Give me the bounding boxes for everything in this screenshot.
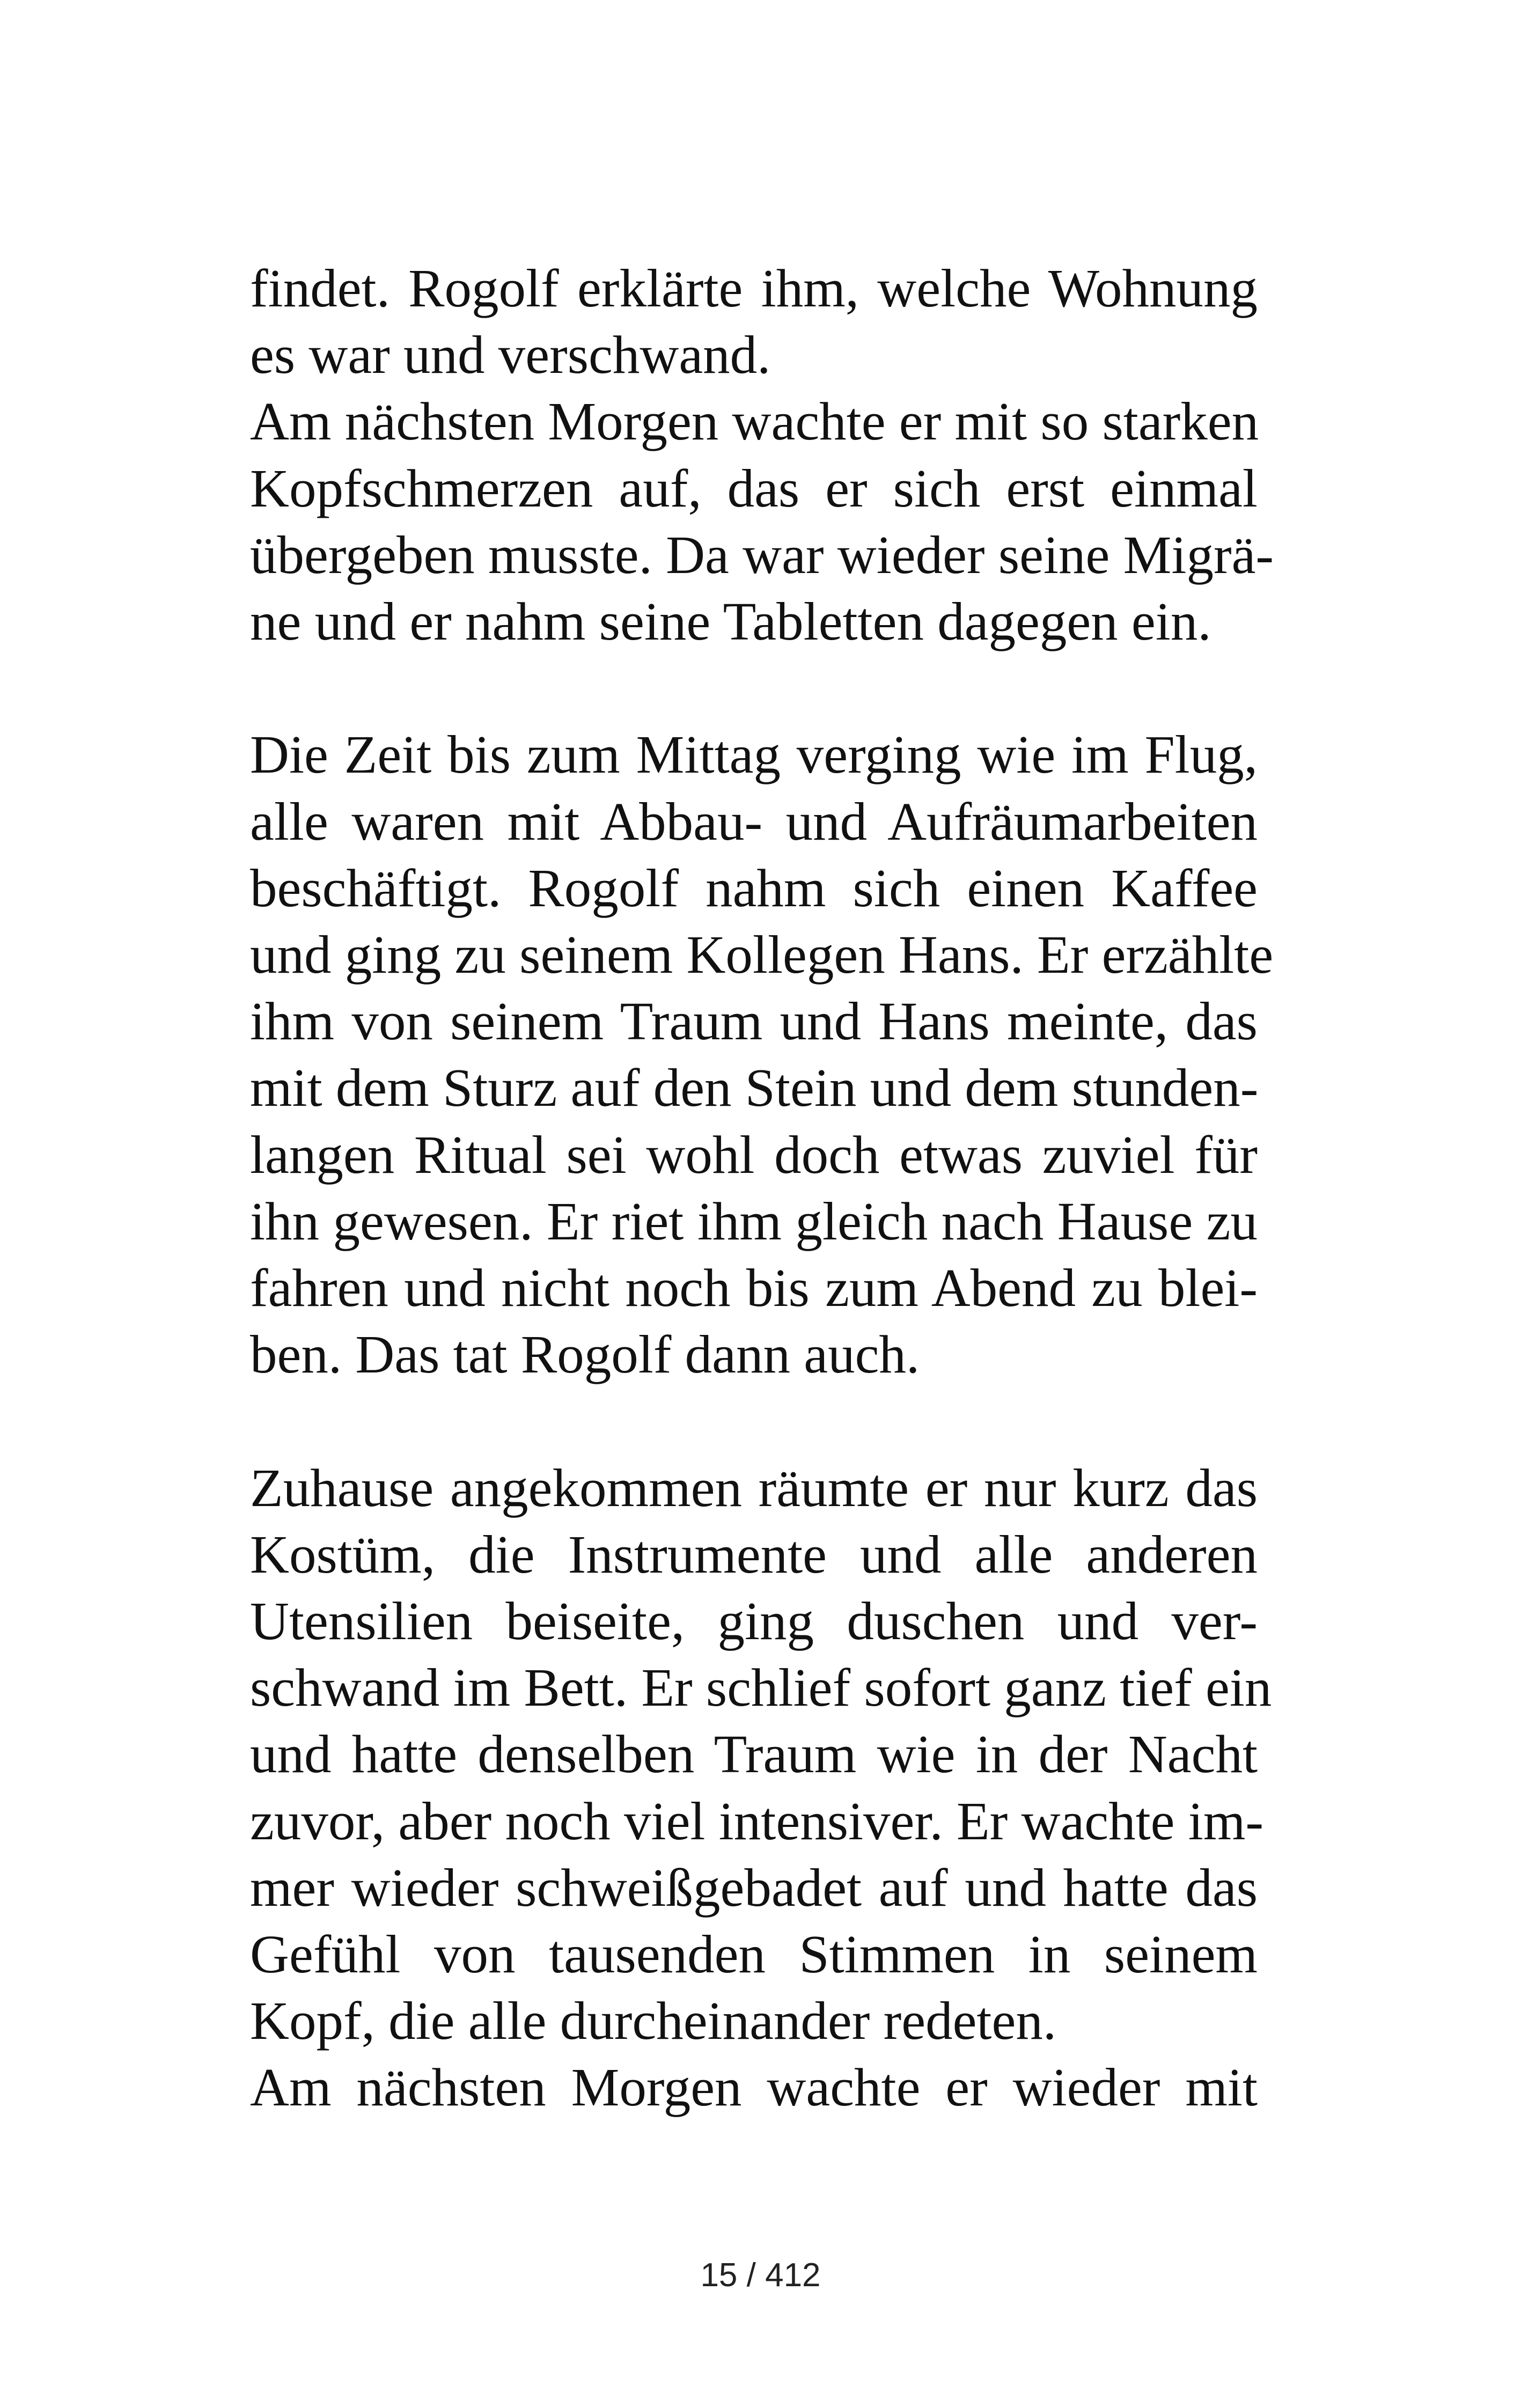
text-line: beschäftigt. Rogolf nahm sich einen Kaffee bbox=[250, 857, 1258, 918]
text-line: mit dem Sturz auf den Stein und dem stunden- bbox=[250, 1058, 1259, 1118]
paragraph bbox=[250, 255, 1258, 388]
paragraph bbox=[250, 388, 1274, 655]
text-line: ben. Das tat Rogolf dann auch. bbox=[250, 1324, 920, 1385]
page-text bbox=[250, 255, 1274, 2121]
text-line: Die Zeit bis zum Mittag verging wie im Flug, bbox=[250, 724, 1258, 785]
text-line: fahren und nicht noch bis zum Abend zu blei- bbox=[250, 1258, 1258, 1318]
text-line: es war und verschwand. bbox=[250, 325, 771, 385]
text-line: schwand im Bett. Er schlief sofort ganz tief ein bbox=[250, 1657, 1272, 1718]
text-line: und hatte denselben Traum wie in der Nacht bbox=[250, 1724, 1258, 1785]
text-line: langen Ritual sei wohl doch etwas zuviel für bbox=[250, 1124, 1258, 1185]
text-line: alle waren mit Abbau- und Aufräumarbeiten bbox=[250, 791, 1258, 851]
text-line: Am nächsten Morgen wachte er wieder mit bbox=[250, 2057, 1258, 2118]
text-line: Kopfschmerzen auf, das er sich erst einmal bbox=[250, 458, 1258, 518]
text-line: Gefühl von tausenden Stimmen in seinem bbox=[250, 1924, 1258, 1985]
text-line: Utensilien beiseite, ging duschen und ver- bbox=[250, 1591, 1258, 1651]
text-line: und ging zu seinem Kollegen Hans. Er erzählte bbox=[250, 924, 1274, 985]
text-line: mer wieder schweißgebadet auf und hatte das bbox=[250, 1857, 1258, 1918]
text-line: findet. Rogolf erklärte ihm, welche Wohnung bbox=[250, 258, 1258, 318]
text-line: ne und er nahm seine Tabletten dagegen ein. bbox=[250, 591, 1211, 652]
paragraph bbox=[250, 2054, 1258, 2120]
text-line: Kostüm, die Instrumente und alle anderen bbox=[250, 1524, 1258, 1584]
paragraph bbox=[250, 721, 1274, 1387]
page-indicator: 15 / 412 bbox=[700, 2257, 821, 2294]
text-line: Kopf, die alle durcheinander redeten. bbox=[250, 1991, 1057, 2051]
text-line: ihm von seinem Traum und Hans meinte, das bbox=[250, 991, 1258, 1052]
paragraph-gap bbox=[250, 655, 1258, 721]
text-line: übergeben musste. Da war wieder seine Migrä- bbox=[250, 524, 1274, 585]
text-line: ihn gewesen. Er riet ihm gleich nach Hause zu bbox=[250, 1191, 1258, 1251]
text-line: Zuhause angekommen räumte er nur kurz das bbox=[250, 1457, 1258, 1518]
paragraph bbox=[250, 1455, 1272, 2054]
text-line: zuvor, aber noch viel intensiver. Er wachte im- bbox=[250, 1790, 1264, 1851]
paragraph-gap bbox=[250, 1387, 1258, 1454]
text-line: Am nächsten Morgen wachte er mit so starken bbox=[250, 391, 1259, 452]
